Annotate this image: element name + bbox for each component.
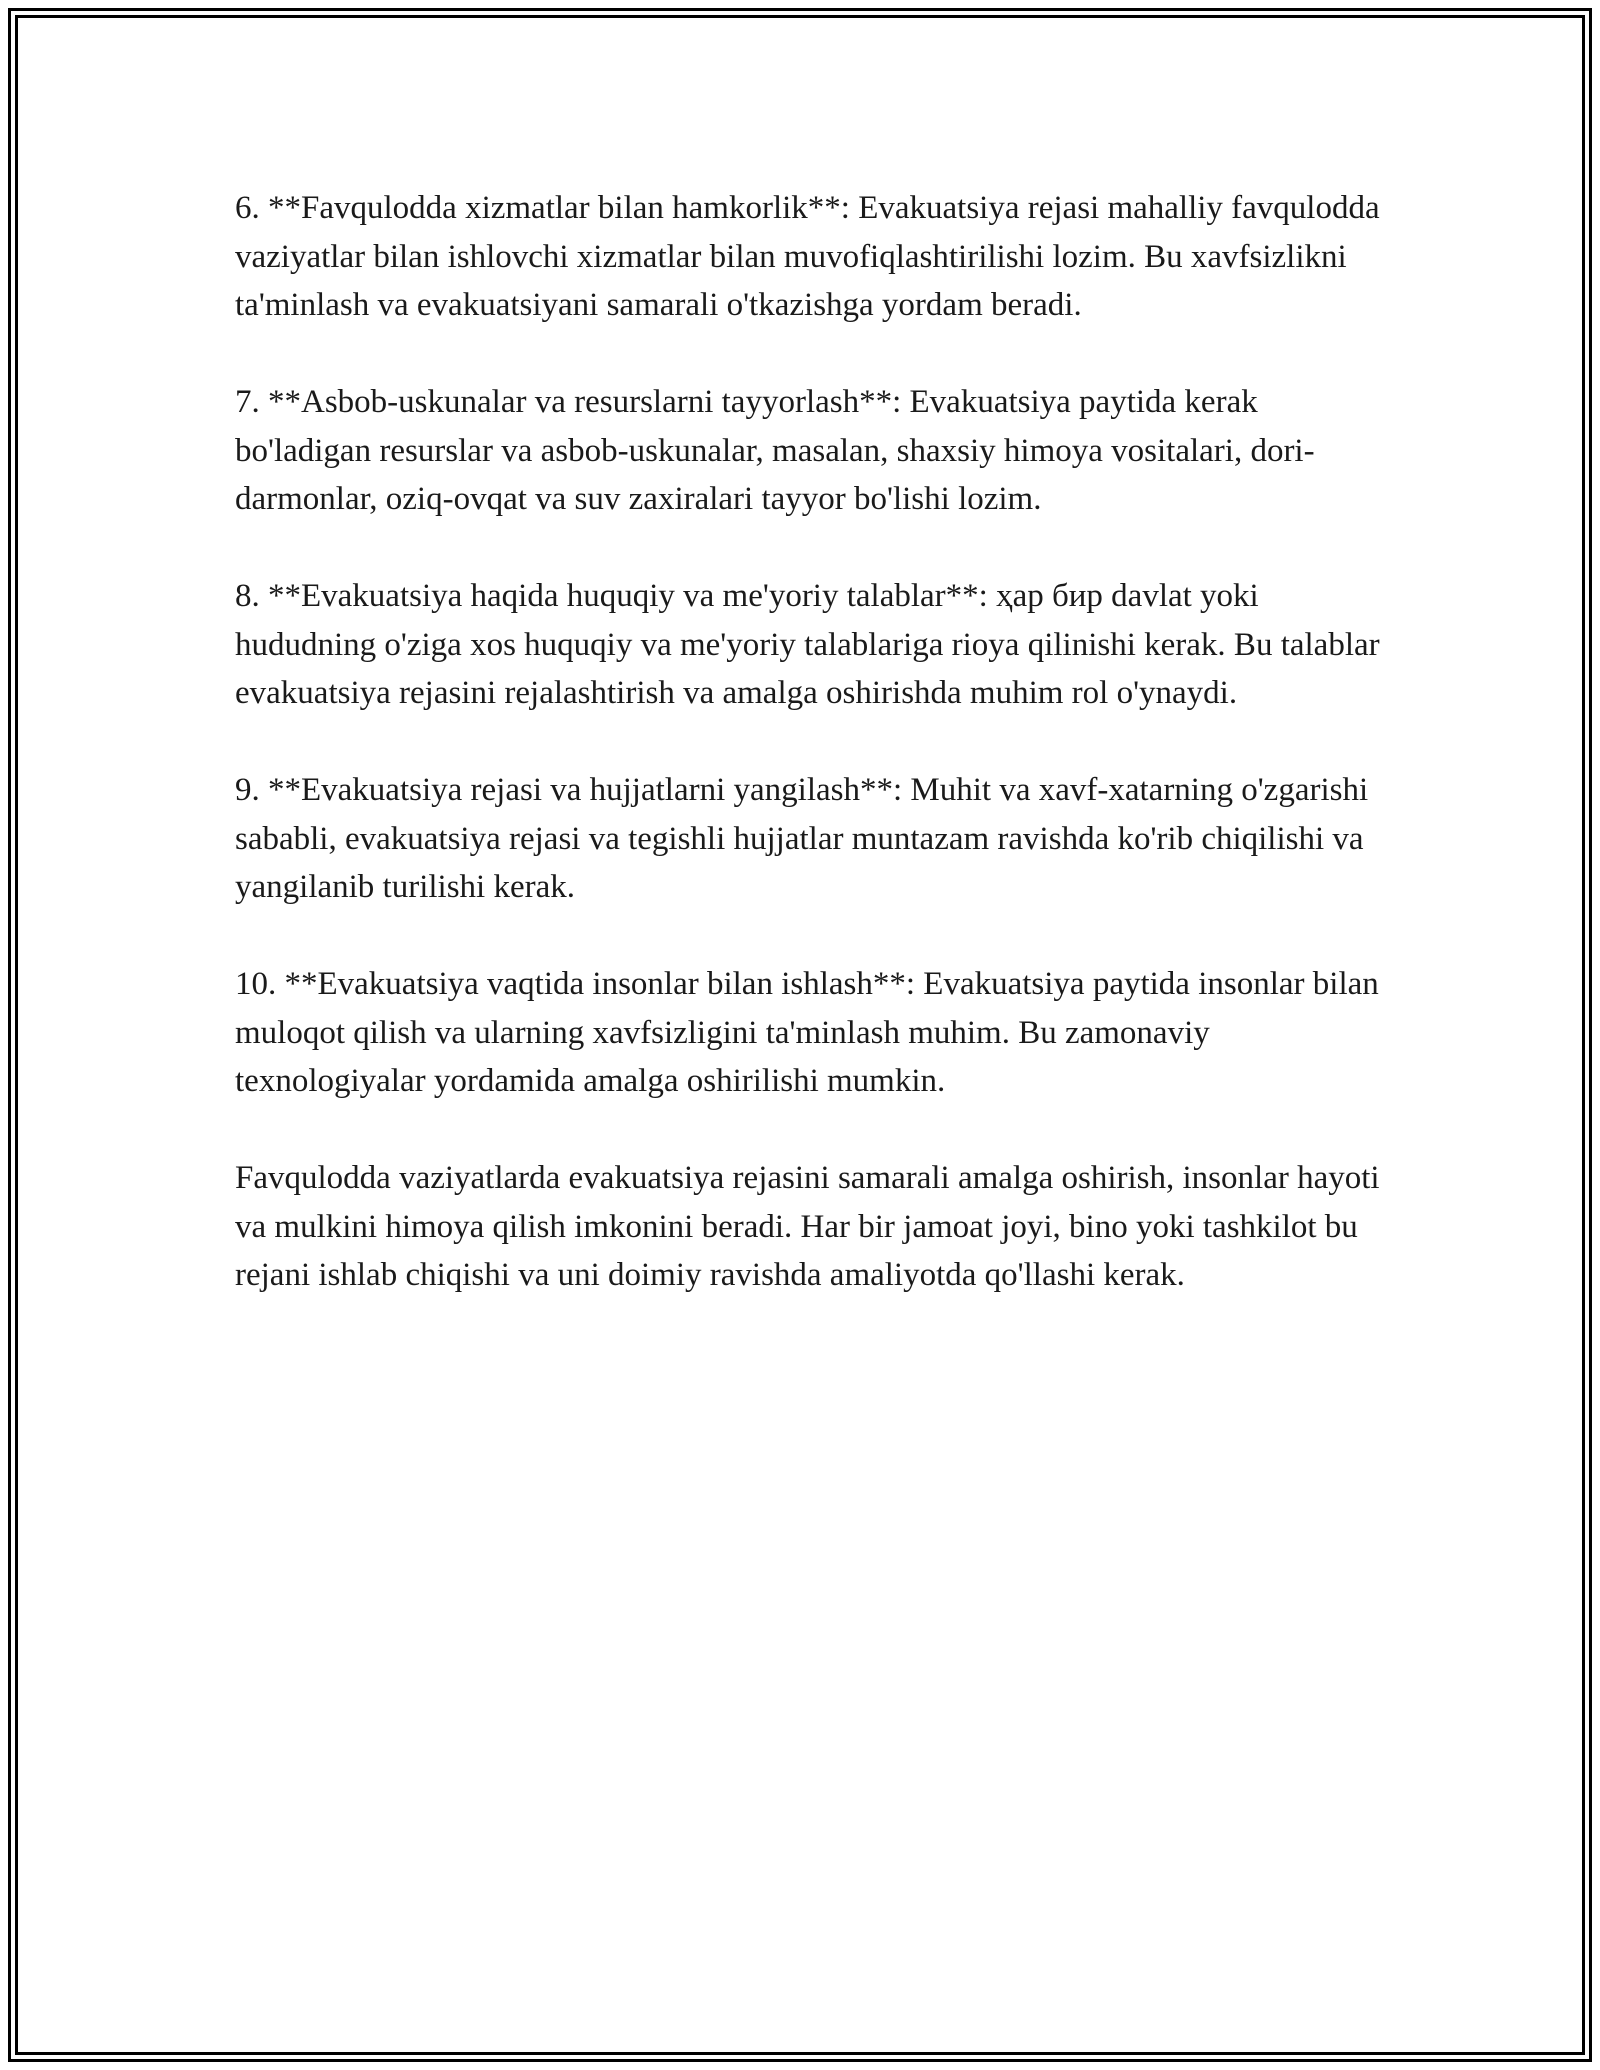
paragraph-conclusion: Favqulodda vaziyatlarda evakuatsiya rejasini samarali amalga oshirish, insonlar hayoti va mulkini himoya qilish imkonini beradi. Har bir jamoat joyi, bino yoki tashkilot bu rejani ishlab chiqishi va uni doimiy ravishda amaliyotda qo'llashi kerak. <box>235 1160 1380 1293</box>
paragraph-item-10: 10. **Evakuatsiya vaqtida insonlar bilan ishlash**: Evakuatsiya paytida insonlar bilan muloqot qilish va ularning xavfsizligini ta'minlash muhim. Bu zamonaviy texnologiyalar yordamida amalga oshirilishi mumkin. <box>235 966 1379 1099</box>
paragraph-item-7: 7. **Asbob-uskunalar va resurslarni tayyorlash**: Evakuatsiya paytida kerak bo'ladigan resurslar va asbob-uskunalar, masalan, shaxsiy himoya vositalari, dori-darmonlar, oziq-ovqat va suv zaxiralari tayyor bo'lishi lozim. <box>235 384 1315 517</box>
paragraph-item-9: 9. **Evakuatsiya rejasi va hujjatlarni yangilash**: Muhit va xavf-xatarning o'zgarishi sababli, evakuatsiya rejasi va tegishli hujjatlar muntazam ravishda ko'rib chiqilishi va yangilanib turilishi kerak. <box>235 772 1369 905</box>
document-body <box>235 184 1385 1348</box>
paragraph-item-6: 6. **Favqulodda xizmatlar bilan hamkorlik**: Evakuatsiya rejasi mahalliy favqulodda vaziyatlar bilan ishlovchi xizmatlar bilan muvofiqlashtirilishi lozim. Bu xavfsizlikni ta'minlash va evakuatsiyani samarali o'tkazishga yordam beradi. <box>235 190 1380 323</box>
paragraph-item-8: 8. **Evakuatsiya haqida huquqiy va me'yoriy talablar**: ҳар бир davlat yoki hududning o'ziga xos huquqiy va me'yoriy talablariga rioya qilinishi kerak. Bu talablar evakuatsiya rejasini rejalashtirish va amalga oshirishda muhim rol o'ynaydi. <box>235 578 1380 711</box>
